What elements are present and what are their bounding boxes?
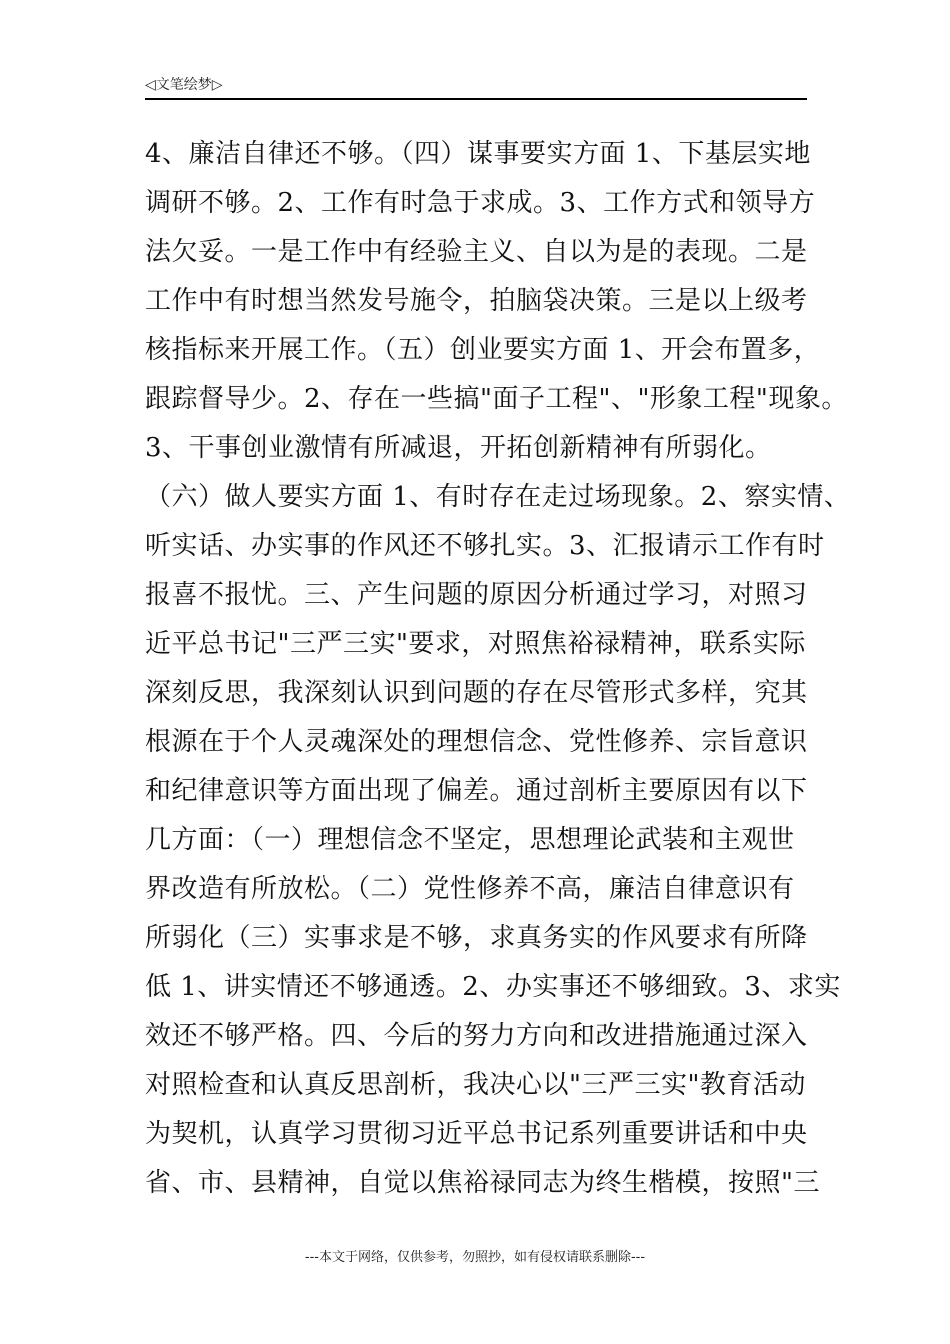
- document-body: [145, 130, 851, 1208]
- text-line: 报喜不报忧。三、产生问题的原因分析通过学习，对照习: [145, 580, 808, 610]
- text-line: 根源在于个人灵魂深处的理想信念、党性修养、宗旨意识: [145, 727, 808, 757]
- text-line: 3、干事创业激情有所减退，开拓创新精神有所弱化。: [145, 433, 772, 463]
- text-line: 为契机，认真学习贯彻习近平总书记系列重要讲话和中央: [145, 1119, 808, 1149]
- text-line: 深刻反思，我深刻认识到问题的存在尽管形式多样，究其: [145, 678, 808, 708]
- text-line: 跟踪督导少。2、存在一些搞"面子工程"、"形象工程"现象。: [145, 384, 848, 414]
- text-line: 核指标来开展工作。（五）创业要实方面 1、开会布置多，: [145, 335, 821, 365]
- text-line: 法欠妥。一是工作中有经验主义、自以为是的表现。二是: [145, 237, 808, 267]
- text-line: 省、市、县精神，自觉以焦裕禄同志为终生楷模，按照"三: [145, 1168, 820, 1198]
- page-header: [145, 72, 807, 100]
- text-line: 4、廉洁自律还不够。（四）谋事要实方面 1、下基层实地: [145, 139, 811, 169]
- text-line: 所弱化（三）实事求是不够，求真务实的作风要求有所降: [145, 923, 808, 953]
- text-line: 对照检查和认真反思剖析，我决心以"三严三实"教育活动: [145, 1070, 806, 1100]
- text-line: 和纪律意识等方面出现了偏差。通过剖析主要原因有以下: [145, 776, 808, 806]
- text-line: 工作中有时想当然发号施令，拍脑袋决策。三是以上级考: [145, 286, 808, 316]
- text-line: 界改造有所放松。（二）党性修养不高，廉洁自律意识有: [145, 874, 795, 904]
- header-label: ◁文笔绘梦▷: [145, 77, 223, 93]
- page-footer: ---本文于网络，仅供参考，勿照抄，如有侵权请联系删除---: [304, 1250, 646, 1265]
- text-line: （六）做人要实方面 1、有时存在走过场现象。2、察实情、: [145, 482, 851, 512]
- text-line: 几方面：（一）理想信念不坚定，思想理论武装和主观世: [145, 825, 795, 855]
- text-line: 调研不够。2、工作有时急于求成。3、工作方式和领导方: [145, 188, 816, 218]
- text-line: 低 1、讲实情还不够通透。2、办实事还不够细致。3、求实: [145, 972, 841, 1002]
- text-line: 听实话、办实事的作风还不够扎实。3、汇报请示工作有时: [145, 531, 825, 561]
- text-line: 效还不够严格。四、今后的努力方向和改进措施通过深入: [145, 1021, 808, 1051]
- text-line: 近平总书记"三严三实"要求，对照焦裕禄精神，联系实际: [145, 629, 806, 659]
